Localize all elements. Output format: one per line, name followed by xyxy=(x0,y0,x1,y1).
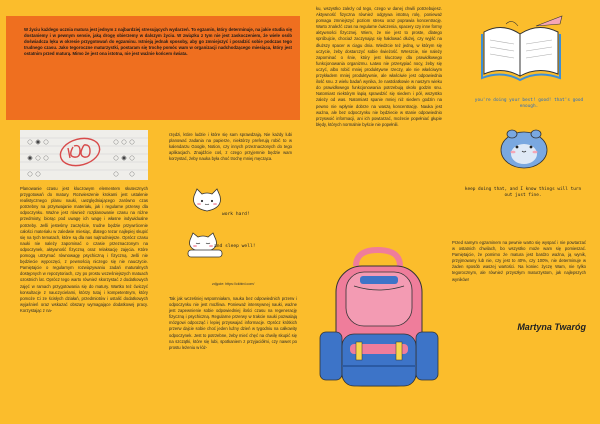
open-book-icon xyxy=(476,20,566,86)
cat-work-hard-sticker xyxy=(188,186,226,218)
cat-sleep-well-sticker xyxy=(186,228,226,258)
sleep-well-caption: and sleep well! xyxy=(214,244,256,249)
column-2-text-bottom: Tak jak wcześniej wspomniałam, nauka bez odpowiednich przerw i odpoczynku nie jest możliwa. Ponieważ intensywnej nauki, ważne jest zapewnienie sobie odpowiedniej ilości czasu na regenerację fizyczną i psychiczną. Regularne przerwy w trakcie nauki pozwalają mózgowi odpocząć i lepiej przyswajać informacje. Oprócz krótkich przerw dajcie sobie choć jeden luźny dzień w tygodniu na całkowity odpoczynek. Jest to potrzebne, żeby mieć chęć na chwilę skupić się na szczątki, które się lubi, spotkaniem z przyjaciółmi, czy nawet po prostu leżeniu w łóż- xyxy=(169,296,297,350)
work-hard-caption: work hard! xyxy=(222,212,250,217)
intro-box xyxy=(6,16,300,120)
column-4-text: Przed samym egzaminem na pewnie warto się wyspać i nie powtarzać w ostatnich chwilach, bo wszystko może wam się pomieszać. Pamiętajcie, że pomimo że matura jest bardzo ważna, ją wynik, przyjmowany lub nie, czy jest to 40%, czy 100%, nie determinuje w żaden sposób waszej wartości. Na koniec życzę Wam, nie tylko tegorocznym, ale również przyszłym maturzystom, jak najlepszych wyników! xyxy=(452,240,586,282)
backpack-illustration xyxy=(316,246,442,406)
author-signature: Martyna Twaróg xyxy=(517,322,586,332)
column-2-text-top: rzędzi, które ludzie i które się sam sprawdzają. Nie każdy lubi planować zadania na papierze, niektórzy preferują robić to w kalendarzu Google, Notion, czy innych przeznaczonych do tego aplikacjach. Znajdźcie coś, z czego przyjemnie będzie wam korzystać, żeby nauka była choć trochę mniej męcząca. xyxy=(169,132,292,162)
column-1-text: Planowanie czasu jest kluczowym elementem skutecznych przygotowań do matury. Rozwieszenie krokami jest ustalenie realistycznego planu nauki, uwzględniającego zarówno czas potrzebny na przyswajanie materiału, jak i regularne przerwy dla odpoczynku. Ważne jest również rozplanowanie czasu na różne przedmioty, biorąc pod uwagę ich wagę i własne indywidualne potrzeby. Jeśli jesteśmy zaczęście, trudne będzie przywrócenie całości materiału w zaledwie miesiąc, dlatego tezar najlepiej skupić się na tych tematach, które są dla nas najtrudniejsze. Oprócz czasu nauki nie należy zapominać o czasie przeznaczonym na odpoczynek, aktywność fizyczną oraz relaksację zajęcia. Które pomogą utrzymać równowagę psychiczną i fizyczną. Jeśli nie będziecie wypoczęci, z pewnością niczego się nie nauczycie. Pamiętajcie o regularnym rozwiązywaniu zadań maturalnych dostępnych w repozytoriach, czy po prostu wcześniejszych matuach ozostnich lat. Oprócz tego warto również skorzystać z dodatkowych zajęć w ramach przygotowania się do matury. Wartko też ćwiczyć konsultacje z nauczycielami, którzy tutaj i kompetentnym, który pomoże Ci ze ścisłych działań, przedmiotów i ustalić dodatkowych wyjaśnień oraz wskazać obszary wymagające dodatkowej pracy. Korzystając z na- xyxy=(20,186,148,313)
photo-credit: zdjęcie: https://ckbird.com/ xyxy=(212,282,255,286)
keep-doing-caption: keep doing that, and I know things will turn out just fine. xyxy=(464,187,582,199)
doing-best-caption: you're doing your best! good! that's good enough. xyxy=(474,98,584,109)
exam-sheet-photo xyxy=(20,130,148,180)
column-3-text: ku, wszystko zależy od tego, czego w danej chwili potrzebujesz. Aktywność fizyczna również odgrywa istotną rolę, ponieważ pomaga zmniejszyć poziom stresu oraz poprawia koncentrację. Warto znaleźć czas na regularne ćwiczenia, spacery czy inne formy aktywności fizycznej. Wiem, że nie jest to proste, dlatego spróbujcie, chociaż zaczynając się hałdować dłużej, czy wyjść na dłuższy spacer w ciągu dnia. Wiedzcie też jedną, w którym się uczycie, żeby dostarczyć sobie świeżość. Wreszcie, nie należy zapominać o śnie, który jest kluczowy dla prawidłowego funkcjonowania organizmu. Łatwo nie przesypiać nocy, żeby się uczyć, albo robić mniej produktywne rzeczy, ale nie właściwym przykładem mniej produktywnie, ale właściwie jest odpowiednia ilość snu. 2 wielu badań wynika, że nastolatkowie w naszym wieku do prawidłowego funkcjonowania potrzebują około godzin snu. Natomiast niektórym łapią sprawdzić się siedem i pół, wszystko zależy od was. Natomiast spanie mniej niż siedem godzin na pewno nie wpłynie dobrze na waszą koncentrację. Nauka jest ważna, ale bez odpoczynku nie będziecie w stanie odpowiednio przyswoić informacji, ani ich powtarzać, możecie popełniać głupie błędy, których normalnie byście nie popełnili. xyxy=(316,6,442,127)
intro-text: W życiu każdego ucznia matura jest jednym z najbardziej stresujących wydarzeń. To egzamin, który determinuje, na jakie studia się dostaniemy i w pewnym sensie, jaką drogę obierzemy w dalszym życiu. W związku z tym nie jest zaskoczeniem, że wiele osób doświadcza lęku w okresie przygotowań do egzaminu. Istnieją jednak sposoby, aby go zmniejszyć i poradzić sobie podczas tego trudnego czasu. Jako tegoroczne maturzystki, postaram się trochę pomóc wam w organizacji nadchodzącego miesiąca, który jest ostatnim przed maturą. Mimo że jest ona istotna, nie jest ważnie końcem świata. xyxy=(24,27,292,57)
blue-hamster-sticker xyxy=(498,122,550,170)
exam-sheet-illustration xyxy=(20,130,148,180)
